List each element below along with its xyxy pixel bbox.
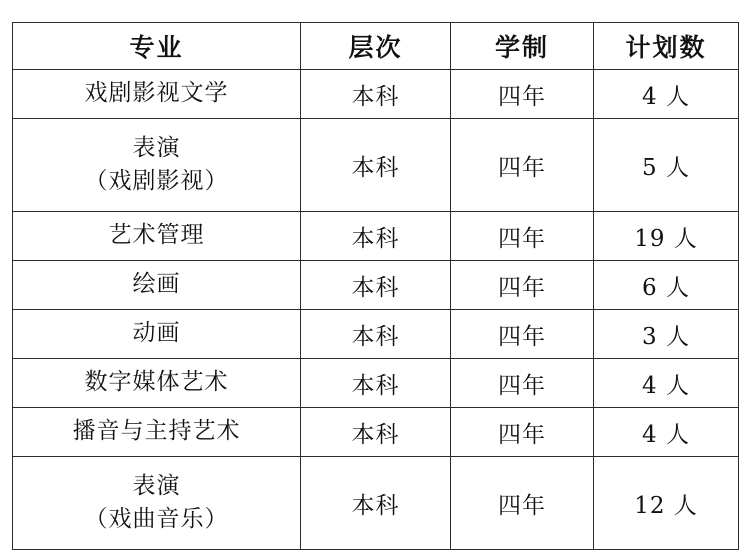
cell-years: 四年 bbox=[451, 408, 594, 457]
cell-level: 本科 bbox=[301, 457, 451, 550]
cell-quota: 5 人 bbox=[594, 119, 739, 212]
column-header-years: 学制 bbox=[451, 23, 594, 70]
cell-major bbox=[13, 310, 301, 359]
major-name: 表演 bbox=[132, 134, 181, 161]
table-row bbox=[13, 457, 739, 550]
table-row bbox=[13, 70, 739, 119]
cell-quota: 4 人 bbox=[594, 408, 739, 457]
cell-level: 本科 bbox=[301, 408, 451, 457]
cell-quota: 19 人 bbox=[594, 212, 739, 261]
cell-level: 本科 bbox=[301, 310, 451, 359]
major-stacked bbox=[13, 470, 300, 537]
cell-quota: 12 人 bbox=[594, 457, 739, 550]
cell-level: 本科 bbox=[301, 359, 451, 408]
cell-major bbox=[13, 408, 301, 457]
cell-major bbox=[13, 70, 301, 119]
major-name: 播音与主持艺术 bbox=[72, 418, 241, 445]
cell-major bbox=[13, 212, 301, 261]
cell-major bbox=[13, 359, 301, 408]
major-subtitle: （戏剧影视） bbox=[84, 168, 229, 194]
column-header-major: 专业 bbox=[13, 23, 301, 70]
table-row bbox=[13, 310, 739, 359]
table-row bbox=[13, 261, 739, 310]
cell-years: 四年 bbox=[451, 70, 594, 119]
table-header bbox=[13, 23, 739, 70]
cell-major bbox=[13, 261, 301, 310]
cell-level: 本科 bbox=[301, 119, 451, 212]
cell-quota: 6 人 bbox=[594, 261, 739, 310]
enrollment-plan-table bbox=[12, 22, 739, 550]
table-header-row bbox=[13, 23, 739, 70]
cell-years: 四年 bbox=[451, 261, 594, 310]
table-row bbox=[13, 408, 739, 457]
major-name: 艺术管理 bbox=[108, 222, 205, 249]
major-subtitle: （戏曲音乐） bbox=[84, 506, 229, 532]
cell-quota: 4 人 bbox=[594, 70, 739, 119]
major-name: 戏剧影视文学 bbox=[84, 80, 229, 107]
major-name: 数字媒体艺术 bbox=[84, 369, 229, 396]
cell-level: 本科 bbox=[301, 70, 451, 119]
table-body bbox=[13, 70, 739, 550]
column-header-level: 层次 bbox=[301, 23, 451, 70]
cell-level: 本科 bbox=[301, 212, 451, 261]
cell-quota: 4 人 bbox=[594, 359, 739, 408]
table-row bbox=[13, 359, 739, 408]
table-row bbox=[13, 119, 739, 212]
major-name: 表演 bbox=[132, 472, 181, 499]
cell-years: 四年 bbox=[451, 212, 594, 261]
cell-years: 四年 bbox=[451, 457, 594, 550]
cell-years: 四年 bbox=[451, 359, 594, 408]
cell-major bbox=[13, 119, 301, 212]
cell-years: 四年 bbox=[451, 310, 594, 359]
cell-quota: 3 人 bbox=[594, 310, 739, 359]
cell-level: 本科 bbox=[301, 261, 451, 310]
major-name: 绘画 bbox=[132, 271, 181, 298]
cell-major bbox=[13, 457, 301, 550]
major-stacked bbox=[13, 132, 300, 199]
cell-years: 四年 bbox=[451, 119, 594, 212]
column-header-quota: 计划数 bbox=[594, 23, 739, 70]
table-row bbox=[13, 212, 739, 261]
major-name: 动画 bbox=[132, 320, 181, 347]
